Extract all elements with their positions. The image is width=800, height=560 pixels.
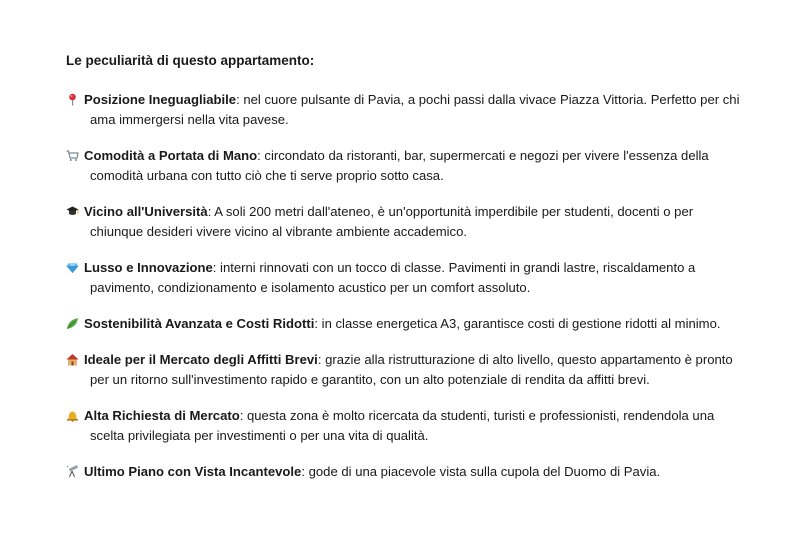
graduation-cap-icon [66,205,79,218]
feature-description-continued: comodità urbana con tutto ciò che ti serve proprio sotto casa. [90,168,444,183]
feature-item-market-demand [66,406,766,446]
feature-description: : gode di una piacevole vista sulla cupola del Duomo di Pavia. [301,464,661,479]
feature-item-short-rentals [66,350,766,390]
feature-item-luxury [66,258,766,298]
shopping-cart-icon [66,149,79,162]
bell-icon [66,409,79,422]
feature-description: : in classe energetica A3, garantisce costi di gestione ridotti al minimo. [314,316,721,331]
feature-description-continued: ama immergersi nella vita pavese. [90,112,289,127]
feature-text [84,204,766,242]
feature-text [84,352,766,390]
feature-item-convenience [66,146,766,186]
feature-title: Vicino all'Università [84,204,208,219]
feature-title: Comodità a Portata di Mano [84,148,258,163]
feature-text [84,260,766,298]
feature-text [84,464,660,479]
feature-text [84,92,766,130]
feature-item-university [66,202,766,242]
feature-description: : interni rinnovati con un tocco di classe. Pavimenti in grandi lastre, riscaldamento a [212,260,696,275]
feature-description: : A soli 200 metri dall'ateneo, è un'opportunità imperdibile per studenti, docenti o per [207,204,694,219]
feature-description-continued: scelta privilegiata per investimenti o per una vita di qualità. [90,428,429,443]
feature-title: Ultimo Piano con Vista Incantevole [84,464,302,479]
feature-description-continued: per un ritorno sull'investimento rapido e garantito, con un alto potenziale di rendita da affitti brevi. [90,372,650,387]
feature-description: : nel cuore pulsante di Pavia, a pochi passi dalla vivace Piazza Vittoria. Perfetto per chi [236,92,740,107]
pin-icon [66,93,79,106]
telescope-icon [66,465,79,478]
document-body [66,52,766,498]
feature-item-sustainability [66,314,766,334]
feature-description: : circondato da ristoranti, bar, supermercati e negozi per vivere l'essenza della [257,148,709,163]
feature-title: Ideale per il Mercato degli Affitti Brevi [84,352,318,367]
feature-title: Posizione Ineguagliabile [84,92,237,107]
document-heading: Le peculiarità di questo appartamento: [66,53,315,68]
house-icon [66,353,79,366]
gem-icon [66,261,79,274]
leaf-icon [66,317,79,330]
feature-title: Sostenibilità Avanzata e Costi Ridotti [84,316,315,331]
feature-title: Lusso e Innovazione [84,260,213,275]
feature-description-continued: pavimento, condizionamento e isolamento acustico per un comfort assoluto. [90,280,531,295]
feature-item-location [66,90,766,130]
feature-text [84,408,766,446]
feature-description-continued: chiunque desideri vivere vicino al vibrante ambiente accademico. [90,224,468,239]
feature-description: : grazie alla ristrutturazione di alto livello, questo appartamento è pronto [317,352,733,367]
feature-description: : questa zona è molto ricercata da studenti, turisti e professionisti, rendendola una [239,408,715,423]
feature-text [84,148,766,186]
feature-title: Alta Richiesta di Mercato [84,408,240,423]
feature-item-view [66,462,766,482]
feature-text [84,316,721,331]
